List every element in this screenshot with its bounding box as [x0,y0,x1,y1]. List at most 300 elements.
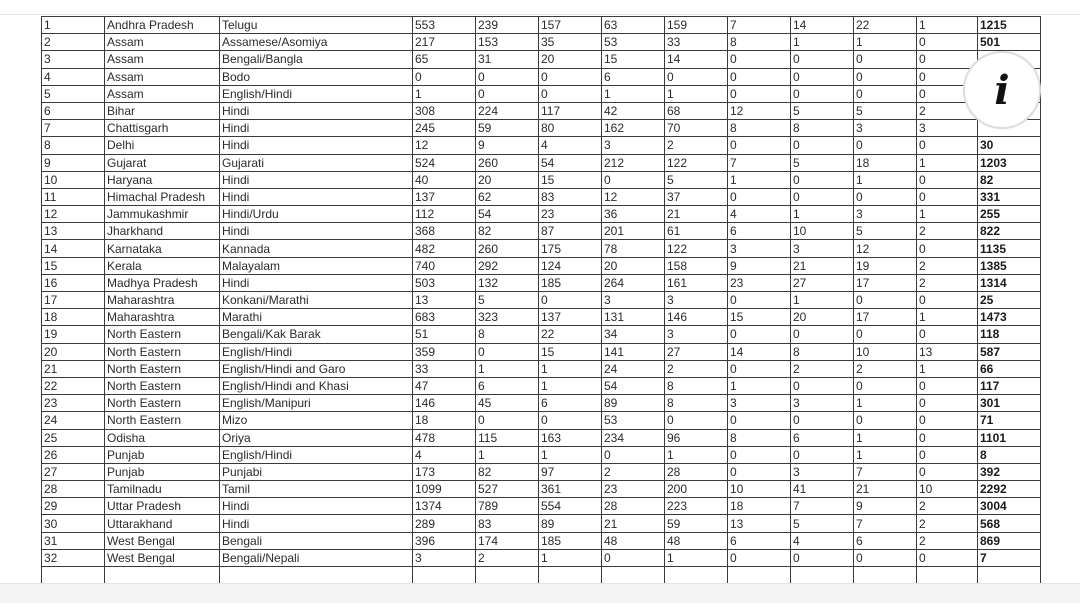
cell-col-10: 0 [791,377,854,394]
table-row [42,137,1041,154]
cell-col-6: 97 [539,463,602,480]
cell-serial-no: 32 [42,549,105,566]
cell-col-4: 18 [413,412,476,429]
table-body [42,17,1041,584]
cell-col-4: 1099 [413,481,476,498]
cell-col-9: 0 [728,360,791,377]
cell-col-11: 7 [854,463,917,480]
cell-state: Punjab [105,446,220,463]
cell-state: Punjab [105,463,220,480]
cell-col-4: 40 [413,171,476,188]
cell-col-8: 8 [665,377,728,394]
cell-col-4: 33 [413,360,476,377]
cell-col-5: 9 [476,137,539,154]
cell-serial-no: 9 [42,154,105,171]
cell-state: Assam [105,51,220,68]
cell-state: North Eastern [105,395,220,412]
table-row-partial [42,567,1041,584]
cell-col-8: 161 [665,274,728,291]
cell-col-4: 482 [413,240,476,257]
cell-col-7: 212 [602,154,665,171]
cell-col-5: 8 [476,326,539,343]
table-row [42,481,1041,498]
cell-col-8: 5 [665,171,728,188]
cell-total: 392 [978,463,1041,480]
cell-col-10: 3 [791,395,854,412]
cell-total: 117 [978,377,1041,394]
cell-col-5: 54 [476,206,539,223]
cell-col-12: 0 [917,446,978,463]
cell-col-6: 6 [539,395,602,412]
cell-state: Jharkhand [105,223,220,240]
cell-partial [220,567,413,584]
cell-col-12: 1 [917,17,978,34]
cell-col-11: 10 [854,343,917,360]
cell-col-9: 0 [728,137,791,154]
cell-col-5: 31 [476,51,539,68]
cell-language: Bengali/Bangla [220,51,413,68]
cell-col-5: 45 [476,395,539,412]
cell-col-9: 6 [728,532,791,549]
cell-state: Andhra Pradesh [105,17,220,34]
cell-col-12: 1 [917,206,978,223]
cell-state: Assam [105,68,220,85]
cell-partial [539,567,602,584]
cell-state: North Eastern [105,360,220,377]
cell-col-7: 1 [602,85,665,102]
cell-language: Hindi [220,515,413,532]
cell-col-9: 10 [728,481,791,498]
cell-language: Hindi [220,188,413,205]
cell-state: Tamilnadu [105,481,220,498]
cell-col-12: 0 [917,171,978,188]
cell-col-12: 3 [917,120,978,137]
cell-col-5: 0 [476,343,539,360]
cell-col-12: 0 [917,412,978,429]
cell-col-9: 0 [728,85,791,102]
cell-col-7: 201 [602,223,665,240]
cell-col-7: 6 [602,68,665,85]
cell-col-11: 1 [854,429,917,446]
cell-serial-no: 27 [42,463,105,480]
cell-state: North Eastern [105,343,220,360]
cell-state: North Eastern [105,326,220,343]
cell-state: Bihar [105,102,220,119]
table-row [42,498,1041,515]
cell-serial-no: 15 [42,257,105,274]
cell-language: Hindi [220,102,413,119]
cell-total: 331 [978,188,1041,205]
cell-col-11: 9 [854,498,917,515]
cell-col-12: 2 [917,532,978,549]
cell-total: 30 [978,137,1041,154]
cell-total: 587 [978,343,1041,360]
cell-col-12: 1 [917,360,978,377]
table-row [42,102,1041,119]
cell-col-11: 7 [854,515,917,532]
cell-state: Haryana [105,171,220,188]
table-row [42,412,1041,429]
cell-col-7: 28 [602,498,665,515]
cell-language: Malayalam [220,257,413,274]
cell-col-12: 0 [917,85,978,102]
cell-total: 301 [978,395,1041,412]
cell-col-10: 0 [791,326,854,343]
cell-partial [476,567,539,584]
table-row [42,292,1041,309]
cell-col-6: 1 [539,360,602,377]
cell-total: 2292 [978,481,1041,498]
table-row [42,34,1041,51]
cell-col-6: 35 [539,34,602,51]
cell-col-4: 13 [413,292,476,309]
cell-col-4: 368 [413,223,476,240]
cell-total: 3004 [978,498,1041,515]
cell-col-10: 7 [791,498,854,515]
language-count-table [41,16,1041,583]
cell-col-8: 2 [665,360,728,377]
cell-col-10: 0 [791,188,854,205]
cell-language: Oriya [220,429,413,446]
table-row [42,395,1041,412]
cell-col-11: 0 [854,85,917,102]
cell-col-12: 0 [917,326,978,343]
cell-state: North Eastern [105,377,220,394]
cell-total: 7 [978,549,1041,566]
cell-col-5: 82 [476,223,539,240]
cell-serial-no: 18 [42,309,105,326]
cell-col-8: 61 [665,223,728,240]
cell-col-10: 0 [791,137,854,154]
cell-col-4: 12 [413,137,476,154]
cell-col-5: 323 [476,309,539,326]
cell-col-8: 223 [665,498,728,515]
cell-state: Odisha [105,429,220,446]
cell-serial-no: 30 [42,515,105,532]
cell-col-10: 27 [791,274,854,291]
cell-partial [728,567,791,584]
cell-col-6: 23 [539,206,602,223]
cell-col-4: 740 [413,257,476,274]
cell-col-11: 18 [854,154,917,171]
cell-col-10: 0 [791,549,854,566]
cell-col-10: 20 [791,309,854,326]
cell-language: English/Hindi [220,343,413,360]
cell-col-4: 396 [413,532,476,549]
cell-serial-no: 14 [42,240,105,257]
table-row [42,171,1041,188]
cell-state: North Eastern [105,412,220,429]
cell-col-5: 224 [476,102,539,119]
cell-col-6: 22 [539,326,602,343]
cell-col-8: 59 [665,515,728,532]
cell-language: Hindi [220,137,413,154]
cell-state: West Bengal [105,532,220,549]
table-row [42,120,1041,137]
cell-col-7: 23 [602,481,665,498]
cell-col-6: 1 [539,377,602,394]
cell-col-11: 3 [854,206,917,223]
cell-col-8: 158 [665,257,728,274]
cell-language: Hindi [220,171,413,188]
cell-language: Bengali/Kak Barak [220,326,413,343]
cell-col-7: 89 [602,395,665,412]
cell-serial-no: 26 [42,446,105,463]
cell-partial [978,567,1041,584]
cell-serial-no: 28 [42,481,105,498]
cell-col-7: 3 [602,137,665,154]
cell-col-6: 185 [539,274,602,291]
cell-col-10: 0 [791,171,854,188]
cell-col-4: 524 [413,154,476,171]
cell-col-10: 3 [791,463,854,480]
cell-col-11: 17 [854,274,917,291]
cell-col-7: 0 [602,446,665,463]
cell-col-12: 0 [917,51,978,68]
cell-col-6: 185 [539,532,602,549]
cell-col-8: 146 [665,309,728,326]
cell-col-6: 89 [539,515,602,532]
cell-col-12: 0 [917,429,978,446]
cell-col-8: 14 [665,51,728,68]
cell-language: Hindi [220,274,413,291]
cell-serial-no: 21 [42,360,105,377]
cell-col-5: 260 [476,154,539,171]
cell-state: Uttar Pradesh [105,498,220,515]
cell-col-9: 0 [728,549,791,566]
cell-col-8: 3 [665,326,728,343]
info-icon: i [994,67,1010,114]
cell-total: 66 [978,360,1041,377]
cell-state: Uttarakhand [105,515,220,532]
cell-col-7: 141 [602,343,665,360]
cell-col-7: 54 [602,377,665,394]
cell-language: Bengali/Nepali [220,549,413,566]
cell-col-7: 12 [602,188,665,205]
cell-partial [602,567,665,584]
cell-col-7: 264 [602,274,665,291]
cell-language: Hindi [220,498,413,515]
cell-total: 501 [978,34,1041,51]
table-row [42,515,1041,532]
cell-col-8: 70 [665,120,728,137]
cell-total: 82 [978,171,1041,188]
cell-col-10: 3 [791,240,854,257]
cell-serial-no: 3 [42,51,105,68]
cell-col-6: 117 [539,102,602,119]
cell-col-8: 159 [665,17,728,34]
cell-col-7: 131 [602,309,665,326]
cell-col-9: 3 [728,240,791,257]
cell-col-4: 173 [413,463,476,480]
cell-language: Bengali [220,532,413,549]
cell-serial-no: 16 [42,274,105,291]
cell-col-9: 1 [728,377,791,394]
cell-col-5: 20 [476,171,539,188]
cell-col-7: 63 [602,17,665,34]
cell-col-8: 96 [665,429,728,446]
table-row [42,68,1041,85]
cell-col-10: 1 [791,292,854,309]
cell-total: 8 [978,446,1041,463]
info-button[interactable] [963,51,1041,129]
cell-col-9: 7 [728,17,791,34]
table-row [42,360,1041,377]
cell-col-10: 4 [791,532,854,549]
cell-col-5: 62 [476,188,539,205]
cell-col-12: 13 [917,343,978,360]
cell-col-11: 0 [854,292,917,309]
cell-col-4: 478 [413,429,476,446]
cell-language: Punjabi [220,463,413,480]
cell-col-7: 3 [602,292,665,309]
cell-col-11: 1 [854,446,917,463]
cell-col-4: 553 [413,17,476,34]
cell-col-9: 8 [728,120,791,137]
cell-col-12: 0 [917,395,978,412]
cell-state: Assam [105,85,220,102]
cell-language: Hindi [220,223,413,240]
cell-col-11: 0 [854,68,917,85]
cell-col-9: 0 [728,51,791,68]
cell-col-11: 0 [854,326,917,343]
cell-col-7: 34 [602,326,665,343]
cell-col-12: 0 [917,137,978,154]
cell-col-9: 0 [728,188,791,205]
table-row [42,377,1041,394]
cell-total: 568 [978,515,1041,532]
cell-total: 1135 [978,240,1041,257]
cell-col-9: 9 [728,257,791,274]
cell-state: Assam [105,34,220,51]
cell-col-4: 51 [413,326,476,343]
cell-col-12: 2 [917,102,978,119]
cell-col-8: 68 [665,102,728,119]
cell-col-11: 5 [854,102,917,119]
cell-col-6: 175 [539,240,602,257]
cell-col-4: 289 [413,515,476,532]
cell-col-5: 1 [476,360,539,377]
cell-col-9: 23 [728,274,791,291]
cell-col-5: 1 [476,446,539,463]
table-row [42,446,1041,463]
cell-col-5: 115 [476,429,539,446]
cell-col-9: 12 [728,102,791,119]
cell-col-11: 22 [854,17,917,34]
cell-col-7: 21 [602,515,665,532]
cell-col-4: 359 [413,343,476,360]
cell-partial [665,567,728,584]
table-row [42,17,1041,34]
cell-col-6: 1 [539,549,602,566]
cell-language: Marathi [220,309,413,326]
cell-col-12: 0 [917,68,978,85]
cell-col-6: 157 [539,17,602,34]
cell-col-9: 0 [728,412,791,429]
cell-state: Maharashtra [105,309,220,326]
cell-language: Assamese/Asomiya [220,34,413,51]
cell-partial [854,567,917,584]
cell-col-8: 28 [665,463,728,480]
cell-col-6: 124 [539,257,602,274]
cell-total: 255 [978,206,1041,223]
cell-col-11: 1 [854,171,917,188]
cell-col-4: 3 [413,549,476,566]
cell-col-7: 234 [602,429,665,446]
cell-col-8: 200 [665,481,728,498]
cell-col-5: 260 [476,240,539,257]
cell-col-6: 80 [539,120,602,137]
cell-serial-no: 7 [42,120,105,137]
cell-total: 822 [978,223,1041,240]
cell-col-10: 0 [791,85,854,102]
cell-state: Maharashtra [105,292,220,309]
cell-serial-no: 1 [42,17,105,34]
cell-col-5: 527 [476,481,539,498]
table-row [42,51,1041,68]
cell-state: Kerala [105,257,220,274]
cell-col-6: 83 [539,188,602,205]
cell-col-12: 1 [917,154,978,171]
cell-col-8: 3 [665,292,728,309]
cell-col-9: 1 [728,171,791,188]
cell-col-11: 0 [854,51,917,68]
cell-col-7: 78 [602,240,665,257]
cell-language: Tamil [220,481,413,498]
cell-language: Konkani/Marathi [220,292,413,309]
cell-col-5: 153 [476,34,539,51]
cell-serial-no: 4 [42,68,105,85]
cell-col-4: 112 [413,206,476,223]
cell-col-7: 15 [602,51,665,68]
cell-language: Bodo [220,68,413,85]
cell-serial-no: 22 [42,377,105,394]
cell-col-6: 87 [539,223,602,240]
cell-state: Jammukashmir [105,206,220,223]
cell-col-6: 15 [539,171,602,188]
table-row [42,257,1041,274]
cell-col-11: 1 [854,34,917,51]
cell-language: English/Hindi and Khasi [220,377,413,394]
cell-col-11: 0 [854,188,917,205]
cell-col-10: 41 [791,481,854,498]
cell-col-6: 0 [539,412,602,429]
cell-serial-no: 13 [42,223,105,240]
cell-serial-no: 6 [42,102,105,119]
cell-col-4: 217 [413,34,476,51]
cell-col-8: 33 [665,34,728,51]
cell-col-9: 14 [728,343,791,360]
cell-serial-no: 25 [42,429,105,446]
cell-col-7: 0 [602,549,665,566]
cell-col-10: 5 [791,515,854,532]
cell-col-5: 82 [476,463,539,480]
table-row [42,188,1041,205]
cell-serial-no: 11 [42,188,105,205]
cell-col-12: 0 [917,549,978,566]
cell-col-10: 5 [791,154,854,171]
table-row [42,309,1041,326]
cell-partial [42,567,105,584]
cell-state: Himachal Pradesh [105,188,220,205]
cell-col-10: 21 [791,257,854,274]
cell-language: English/Hindi [220,85,413,102]
cell-col-11: 19 [854,257,917,274]
cell-partial [791,567,854,584]
cell-state: Karnataka [105,240,220,257]
cell-serial-no: 17 [42,292,105,309]
cell-state: Madhya Pradesh [105,274,220,291]
